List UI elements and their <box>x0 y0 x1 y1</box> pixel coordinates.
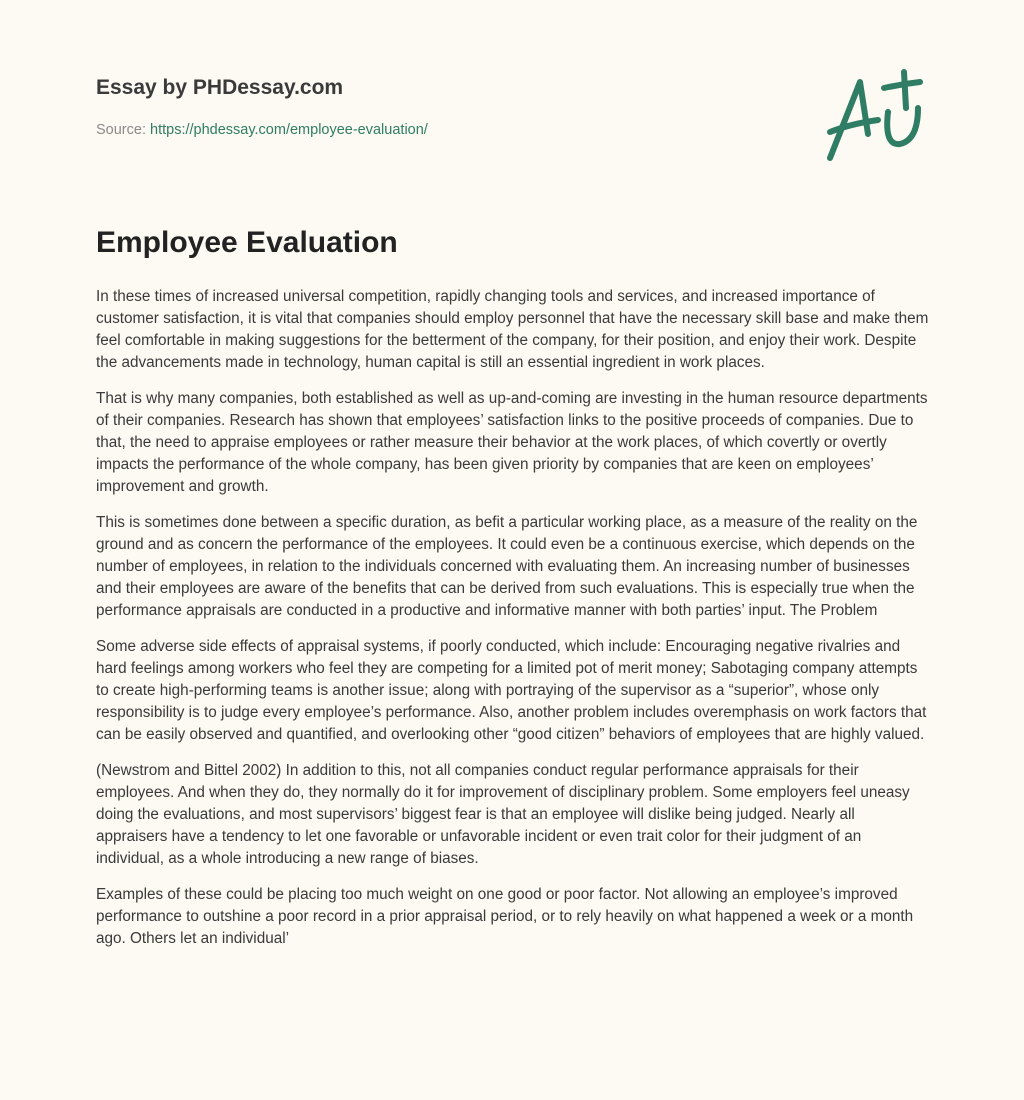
brand-title: Essay by PHDessay.com <box>96 76 344 99</box>
paragraph: That is why many companies, both established as well as up-and-coming are investing in the human resource departments of their companies. Research has shown that employees’ satisfaction links to the positive proceeds of companies. Due to that, the need to appraise employees or rather measure their behavior at the work places, of which covertly or overtly impacts the performance of the whole company, has been given priority by companies that are keen on employees’ improvement and growth. <box>96 390 928 495</box>
paragraph: Examples of these could be placing too much weight on one good or poor factor. Not allowing an employee’s improved performance to outshine a poor record in a prior appraisal period, or to rely heavily on what happened a week or a month ago. Others let an individual’ <box>96 886 914 947</box>
source-line <box>96 122 428 138</box>
paragraph: In these times of increased universal competition, rapidly changing tools and services, and increased importance of customer satisfaction, it is vital that companies should employ personnel that have the necessary skill base and make them feel comfortable in making suggestions for the betterment of the company, for their position, and enjoy their work. Despite the advancements made in technology, human capital is still an essential ingredient in work places. <box>96 288 929 371</box>
essay-title: Employee Evaluation <box>96 226 398 259</box>
a-plus-logo-icon <box>822 68 927 164</box>
paragraph: Some adverse side effects of appraisal systems, if poorly conducted, which include: Encouraging negative rivalries and hard feelings among workers who feel they are competing for a limited pot of merit money; Sabotaging company attempts to create high-performing teams is another issue; along with portraying of the supervisor as a “superior”, whose only responsibility is to judge every employee’s performance. Also, another problem includes overemphasis on work factors that can be easily observed and quantified, and overlooking other “good citizen” behaviors of employees that are highly valued. <box>96 638 927 743</box>
source-link[interactable]: https://phdessay.com/employee-evaluation/ <box>150 122 428 138</box>
paragraph: (Newstrom and Bittel 2002) In addition to this, not all companies conduct regular performance appraisals for their employees. And when they do, they normally do it for improvement of disciplinary problem. Some employers feel uneasy doing the evaluations, and most supervisors’ biggest fear is that an employee will dislike being judged. Nearly all appraisers have a tendency to let one favorable or unfavorable incident or even trait color for their judgment of an individual, as a whole introducing a new range of biases. <box>96 762 910 867</box>
essay-body <box>96 286 930 964</box>
paragraph: This is sometimes done between a specific duration, as befit a particular working place, as a measure of the reality on the ground and as concern the performance of the employees. It could even be a continuous exercise, which depends on the number of employees, in relation to the individuals concerned with evaluating them. An increasing number of businesses and their employees are aware of the benefits that can be derived from such evaluations. This is especially true when the performance appraisals are conducted in a productive and informative manner with both parties’ input. The Problem <box>96 514 918 619</box>
source-label: Source: <box>96 122 146 138</box>
essay-header <box>96 76 428 138</box>
